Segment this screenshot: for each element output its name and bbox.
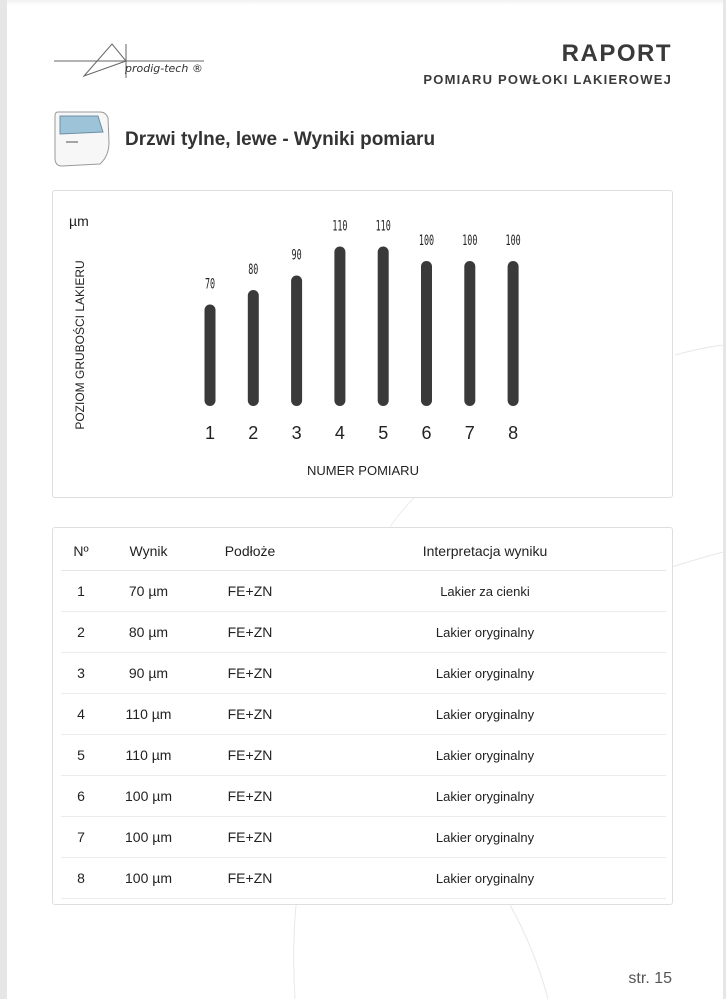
page-top-shadow — [0, 0, 726, 5]
chart-unit-label: µm — [69, 213, 89, 229]
page-left-edge — [0, 0, 7, 999]
table-row — [61, 817, 666, 858]
report-subtitle: POMIARU POWŁOKI LAKIEROWEJ — [423, 72, 672, 87]
header-interpretacja: Interpretacja wyniku — [304, 532, 666, 571]
chart-value-label: 70 — [204, 275, 216, 293]
cell-interpretacja: Lakier oryginalny — [304, 858, 666, 899]
header-podloze: Podłoże — [196, 532, 304, 571]
cell-no: 6 — [61, 776, 101, 817]
cell-no: 4 — [61, 694, 101, 735]
table-row — [61, 694, 666, 735]
chart-bar-1 — [205, 305, 216, 407]
chart-x-tick-label: 8 — [508, 423, 519, 443]
chart-x-tick-label: 6 — [421, 423, 432, 443]
chart-bar-6 — [421, 261, 432, 406]
cell-wynik: 80 µm — [101, 612, 196, 653]
cell-interpretacja: Lakier za cienki — [304, 571, 666, 612]
cell-interpretacja: Lakier oryginalny — [304, 735, 666, 776]
results-table — [61, 532, 666, 899]
chart-value-label: 100 — [462, 231, 478, 249]
chart-y-axis-label: POZIOM GRUBOŚCI LAKIERU — [73, 260, 87, 430]
header-wynik: Wynik — [101, 532, 196, 571]
report-title: RAPORT — [561, 40, 672, 67]
section-title: Drzwi tylne, lewe - Wyniki pomiaru — [125, 129, 436, 150]
table-header-row — [61, 532, 666, 571]
chart-value-label: 80 — [248, 260, 259, 278]
chart-bars — [205, 217, 521, 443]
cell-interpretacja: Lakier oryginalny — [304, 776, 666, 817]
chart-x-axis-label: NUMER POMIARU — [307, 463, 419, 478]
cell-podloze: FE+ZN — [196, 653, 304, 694]
cell-wynik: 110 µm — [101, 735, 196, 776]
cell-podloze: FE+ZN — [196, 776, 304, 817]
chart-x-tick-label: 7 — [464, 423, 475, 443]
cell-no: 1 — [61, 571, 101, 612]
cell-wynik: 70 µm — [101, 571, 196, 612]
header-no: Nº — [61, 532, 101, 571]
chart-bar-3 — [291, 276, 302, 407]
cell-no: 3 — [61, 653, 101, 694]
cell-wynik: 100 µm — [101, 776, 196, 817]
paint-thickness-chart — [53, 191, 674, 499]
cell-wynik: 110 µm — [101, 694, 196, 735]
cell-wynik: 100 µm — [101, 858, 196, 899]
cell-no: 2 — [61, 612, 101, 653]
chart-x-tick-label: 3 — [291, 423, 302, 443]
cell-no: 5 — [61, 735, 101, 776]
cell-no: 8 — [61, 858, 101, 899]
car-door-icon — [52, 108, 112, 170]
chart-x-tick-label: 2 — [248, 423, 259, 443]
table-row — [61, 571, 666, 612]
chart-value-label: 100 — [418, 231, 435, 249]
chart-x-tick-label: 5 — [378, 423, 389, 443]
chart-x-tick-label: 4 — [334, 423, 345, 443]
cell-podloze: FE+ZN — [196, 817, 304, 858]
cell-wynik: 90 µm — [101, 653, 196, 694]
table-row — [61, 653, 666, 694]
table-row — [61, 612, 666, 653]
table-row — [61, 735, 666, 776]
cell-interpretacja: Lakier oryginalny — [304, 817, 666, 858]
cell-interpretacja: Lakier oryginalny — [304, 653, 666, 694]
page-number: str. 15 — [628, 970, 672, 987]
chart-bar-5 — [378, 247, 389, 407]
chart-bar-8 — [508, 261, 519, 406]
logo-text: prodig-tech ® — [125, 62, 203, 75]
cell-podloze: FE+ZN — [196, 694, 304, 735]
results-table-panel — [52, 527, 673, 905]
cell-wynik: 100 µm — [101, 817, 196, 858]
cell-podloze: FE+ZN — [196, 612, 304, 653]
cell-podloze: FE+ZN — [196, 735, 304, 776]
chart-panel — [52, 190, 673, 498]
table-row — [61, 776, 666, 817]
chart-value-label: 110 — [332, 217, 348, 235]
cell-no: 7 — [61, 817, 101, 858]
cell-podloze: FE+ZN — [196, 858, 304, 899]
chart-bar-2 — [248, 290, 259, 406]
chart-value-label: 100 — [505, 231, 521, 249]
cell-interpretacja: Lakier oryginalny — [304, 612, 666, 653]
chart-value-label: 90 — [291, 246, 302, 264]
chart-value-label: 110 — [375, 217, 391, 235]
chart-bar-4 — [334, 247, 345, 407]
table-row — [61, 858, 666, 899]
chart-x-tick-label: 1 — [204, 423, 216, 443]
cell-interpretacja: Lakier oryginalny — [304, 694, 666, 735]
cell-podloze: FE+ZN — [196, 571, 304, 612]
chart-bar-7 — [464, 261, 475, 406]
